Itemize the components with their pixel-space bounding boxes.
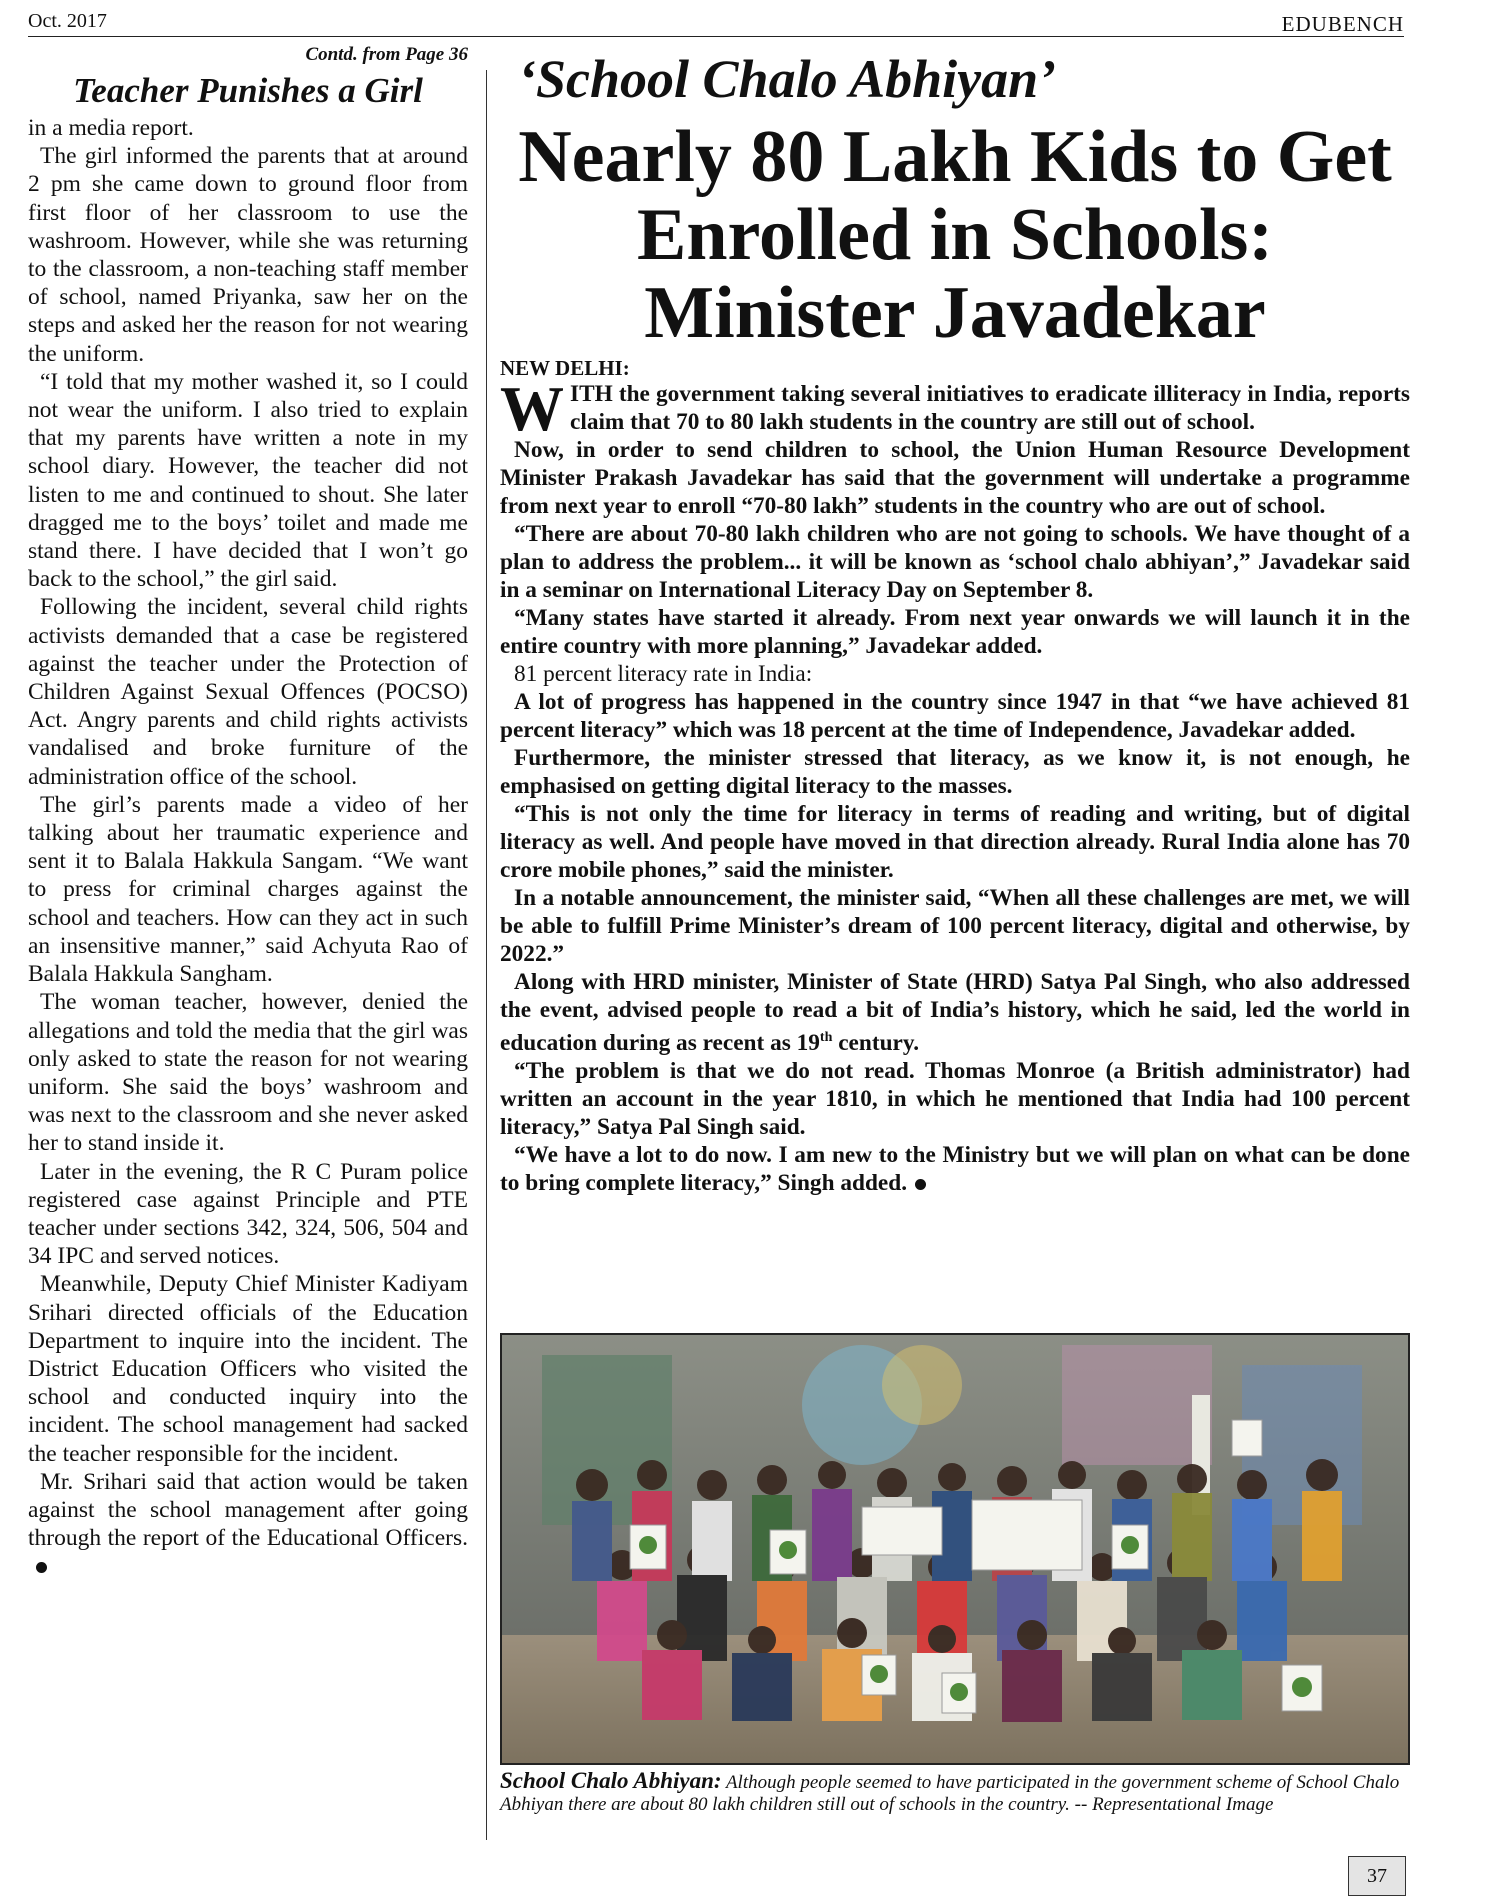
paragraph <box>500 1141 1410 1197</box>
superscript: th <box>819 1030 833 1046</box>
paragraph-text: century. <box>832 1030 920 1057</box>
continued-note: Contd. from Page 36 <box>305 44 468 65</box>
paragraph: “Many states have started it already. From next year onwards we will launch it in the entire country with more planning,” Javadekar added. <box>500 605 1410 660</box>
paragraph-text: Mr. Srihari said that action would be taken against the school management after going through the report of the Educational Officers. <box>28 1468 468 1552</box>
paragraph: Now, in order to send children to school, the Union Human Resource Development Minister Prakash Javadekar has said that the government will undertake a programme from next year to enroll “70-80 lakh” students in the country who are out of school. <box>500 437 1410 520</box>
paragraph: A lot of progress has happened in the country since 1947 in that “we have achieved 81 percent literacy” which was 18 percent at the time of Independence, Javadekar added. <box>500 689 1410 744</box>
paragraph: Following the incident, several child rights activists demanded that a case be registered against the teacher under the Protection of Children Against Sexual Offences (POCSO) Act. Angry parents and child rights activists vandalised and broke furniture of the administration office of the school. <box>28 594 468 790</box>
caption-lead: School Chalo Abhiyan: <box>500 1768 722 1793</box>
main-article <box>500 50 1410 1197</box>
end-mark-icon <box>915 1179 926 1190</box>
paragraph <box>28 1468 468 1581</box>
paragraph: in a media report. <box>28 115 194 141</box>
group-photo-image <box>502 1335 1408 1763</box>
paragraph <box>500 968 1410 1057</box>
subheading: 81 percent literacy rate in India: <box>514 661 813 688</box>
page-number: 37 <box>1348 1856 1406 1896</box>
column-divider <box>486 70 487 1840</box>
paragraph: In a notable announcement, the minister said, “When all these challenges are met, we will be able to fulfill Prime Minister’s dream of 100 percent literacy, digital and otherwise, by 2022.” <box>500 885 1410 968</box>
lead-paragraph: WITH the government taking several initiatives to eradicate illiteracy in India, reports claim that 70 to 80 lakh students in the country are still out of school. <box>500 373 1410 445</box>
article-headline: Nearly 80 Lakh Kids to Get Enrolled in Schools: Minister Javadekar <box>518 116 1392 355</box>
paragraph: Meanwhile, Deputy Chief Minister Kadiyam Srihari directed officials of the Education Department to inquire into the incident. The District Education Officers who visited the school and conducted inquiry into the incident. The school management had sacked the teacher responsible for the incident. <box>28 1271 468 1467</box>
paragraph-text: Along with HRD minister, Minister of State (HRD) Satya Pal Singh, who also addressed the event, advised people to read a bit of India’s history, which he said, led the world in education during as recent as 19 <box>500 969 1410 1057</box>
left-story-body <box>28 114 468 1581</box>
publication-name: EDUBENCH <box>1281 12 1404 36</box>
caption-text: Although people seemed to have participated in the government scheme of School Chalo Abhiyan there are about 80 lakh children still out of schools in the country. -- Representational Image <box>500 1772 1400 1815</box>
photo-caption <box>500 1770 1406 1816</box>
group-photo <box>500 1333 1410 1765</box>
paragraph: Furthermore, the minister stressed that literacy, as we know it, is not enough, he emphasised on getting digital literacy to the masses. <box>500 745 1410 800</box>
paragraph: “There are about 70-80 lakh children who are not going to schools. We have thought of a plan to address the problem... it will be known as ‘school chalo abhiyan’,” Javadekar said in a seminar on International Literacy Day on September 8. <box>500 521 1410 604</box>
paragraph: The girl’s parents made a video of her talking about her traumatic experience and sent it to Balala Hakkula Sangam. “We want to press for criminal charges against the school and teachers. How can they act in such an insensitive manner,” said Achyuta Rao of Balala Hakkula Sangham. <box>28 791 468 988</box>
article-kicker: ‘School Chalo Abhiyan’ <box>518 49 1057 109</box>
paragraph: “The problem is that we do not read. Thomas Monroe (a British administrator) had written an account in the year 1810, in which he mentioned that India had 100 percent literacy,” Satya Pal Singh said. <box>500 1058 1410 1141</box>
left-story-title: Teacher Punishes a Girl <box>73 71 423 110</box>
article-body <box>500 373 1410 1197</box>
paragraph: Later in the evening, the R C Puram police registered case against Principle and PTE teacher under sections 342, 324, 506, 504 and 34 IPC and served notices. <box>28 1158 468 1270</box>
paragraph: “I told that my mother washed it, so I could not wear the uniform. I also tried to explain that my parents have written a note in my school diary. However, the teacher did not listen to me and continued to shout. She later dragged me to the boys’ toilet and made me stand there. I have decided that I won’t go back to the school,” the girl said. <box>28 368 468 593</box>
end-mark-icon <box>36 1562 47 1573</box>
paragraph: “This is not only the time for literacy in terms of reading and writing, but of digital literacy as well. And people have moved in that direction already. Rural India alone has 70 crore mobile phones,” said the minister. <box>500 801 1410 884</box>
paragraph: The girl informed the parents that at around 2 pm she came down to ground floor from first floor of her classroom to use the washroom. However, while she was returning to the classroom, a non-teaching staff member of school, named Priyanka, saw her on the steps and asked her the reason for not wearing the uniform. <box>28 143 468 367</box>
issue-date: Oct. 2017 <box>28 10 107 32</box>
paragraph: The woman teacher, however, denied the allegations and told the media that the girl was only asked to state the reason for not wearing uniform. She said the boys’ washroom and was next to the classroom and she never asked her to stand inside it. <box>28 989 468 1157</box>
left-story <box>28 44 468 1581</box>
paragraph-text: “We have a lot to do now. I am new to the Ministry but we will plan on what can be done to bring complete literacy,” Singh added. <box>500 1142 1410 1197</box>
dateline: NEW DELHI: <box>500 356 630 381</box>
header-rule <box>28 36 1404 37</box>
